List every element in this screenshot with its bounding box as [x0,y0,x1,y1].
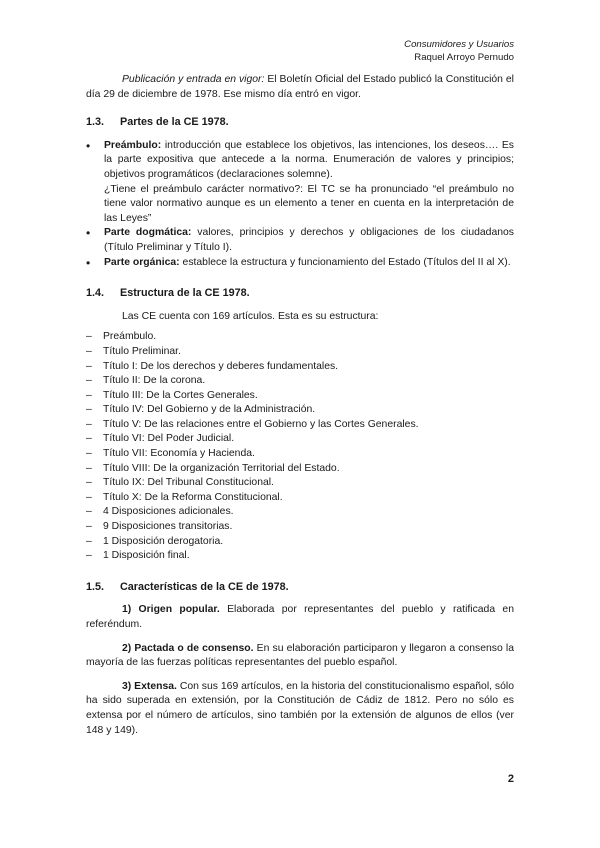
list-item: – Título Preliminar. [86,345,514,360]
running-header [404,38,514,64]
list-item: – Título IV: Del Gobierno y de la Administración. [86,403,514,418]
header-title: Consumidores y Usuarios [404,39,514,50]
list-item: – Preámbulo. [86,330,514,345]
section-1-5-heading [86,580,514,595]
item-term: Preámbulo: [104,139,162,151]
characteristic-text: Elaborada por representantes del pueblo y ratificada en referéndum. [86,604,514,630]
list-item: – 1 Disposición derogatoria. [86,535,514,550]
item-text: establece la estructura y funcionamiento del Estado (Títulos del II al X). [179,256,511,268]
list-item: – 1 Disposición final. [86,549,514,564]
structure-list [86,330,514,564]
item-term: Parte orgánica: [104,256,180,268]
characteristic-text: Con sus 169 artículos, en la historia del constitucionalismo español, sólo ha sido superada en extensión, por la Constitución de Cádiz de 1812. Pero no sólo es extensa por el número de artículos, sino también por la extensión de algunos de ellos (ver 148 y 149). [86,680,514,736]
list-item: – 4 Disposiciones adicionales. [86,505,514,520]
structure-intro: Las CE cuenta con 169 artículos. Esta es su estructura: [122,310,379,322]
characteristic-term: 3) Extensa. [122,680,177,692]
section-number: 1.3. [86,116,105,129]
list-item: – Título II: De la corona. [86,374,514,389]
section-1-4-heading [86,286,514,301]
list-item [86,256,514,271]
list-item [86,139,514,183]
intro-text: El Boletín Oficial del Estado publicó la Constitución el día 29 de diciembre de 1978. Ese mismo día entró en vigor. [86,74,514,100]
list-item: – Título I: De los derechos y deberes fundamentales. [86,360,514,375]
section-title: Partes de la CE 1978. [120,116,229,129]
characteristic-paragraph [86,642,514,671]
section-title: Estructura de la CE 1978. [120,287,250,300]
intro-label: Publicación y entrada en vigor: [122,74,265,85]
list-item: – Título VII: Economía y Hacienda. [86,447,514,462]
characteristic-term: 1) Origen popular. [122,604,220,616]
characteristic-text: En su elaboración participaron y llegaron a consenso la mayoría de las fuerzas políticas representantes del pueblo español. [86,642,514,669]
page-number: 2 [507,773,514,785]
header-author: Raquel Arroyo Pernudo [414,52,514,63]
section-title: Características de la CE de 1978. [120,580,289,593]
list-item: – Título IX: Del Tribunal Constitucional. [86,476,514,491]
list-item [86,226,514,255]
section-1-3-heading [86,115,514,130]
parts-list-cont [86,226,514,270]
section-number: 1.5. [86,580,105,593]
characteristic-paragraph [86,680,514,738]
characteristic-term: 2) Pactada o de consenso. [122,642,254,654]
item-text: introducción que establece los objetivos, las intenciones, los deseos…. Es la parte expositiva que antecede a la norma. Enumeración de valores y principios; objetivos programáticos (declaraciones solemne). [104,139,514,180]
list-item: – Título X: De la Reforma Constitucional. [86,491,514,506]
list-item: – Título III: De la Cortes Generales. [86,389,514,404]
parts-list [86,139,514,183]
item-text: valores, principios y derechos y obligaciones de los ciudadanos (Título Preliminar y Título I). [104,227,514,253]
item-term: Parte dogmática: [104,227,192,239]
preamble-note: ¿Tiene el preámbulo carácter normativo?: El TC se ha pronunciado “el preámbulo no tiene valor normativo aunque es un elemento a tener en cuenta en la interpretación de las Leyes” [104,183,514,224]
list-item: – 9 Disposiciones transitorias. [86,520,514,535]
body-content [86,73,514,747]
characteristic-paragraph [86,603,514,632]
intro-paragraph [86,73,514,102]
section-number: 1.4. [86,287,105,300]
list-item: – Título VI: Del Poder Judicial. [86,432,514,447]
list-item: – Título V: De las relaciones entre el Gobierno y las Cortes Generales. [86,418,514,433]
list-item: – Título VIII: De la organización Territorial del Estado. [86,462,514,477]
